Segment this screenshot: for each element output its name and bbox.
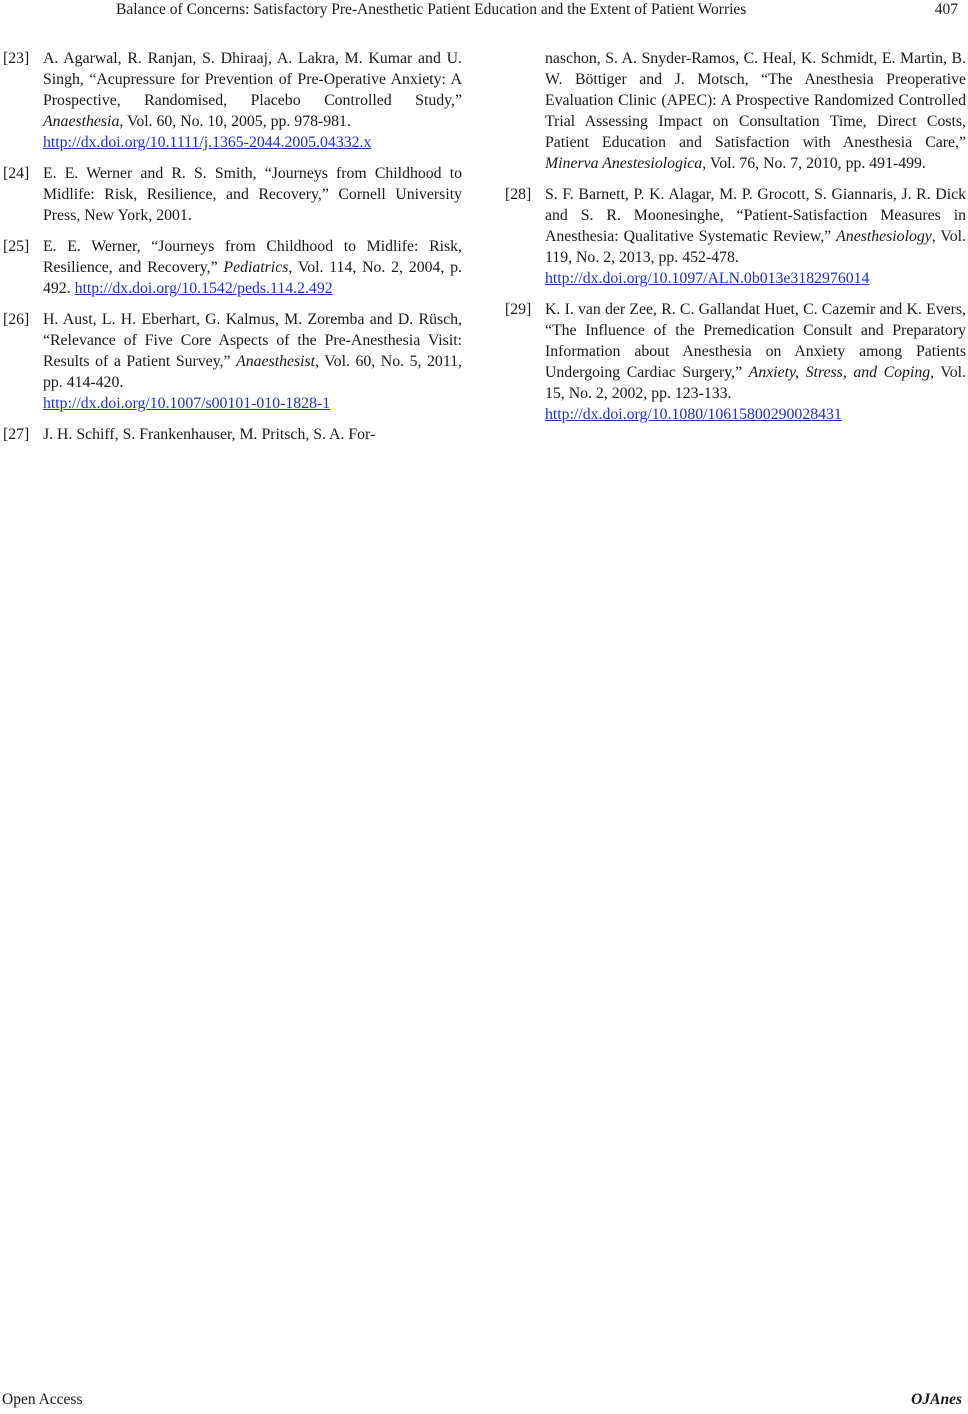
reference-number: [24] [3,165,30,182]
journal-title: Anxiety, Stress, and Coping [748,364,931,381]
reference-text: H. Aust, L. H. Eberhart, G. Kalmus, M. Zoremba and D. Rüsch, “Relevance of Five Core Aspects of the Pre-Anesthesia Visit: Results of a Patient Survey,” Anaesthesist, Vol. 60, No. 5, 2011, pp. 414-420. [43,311,462,391]
journal-title: Anaesthesia [43,113,120,130]
reference-number: [25] [3,238,30,255]
journal-title: Anaesthesist [236,353,316,370]
reference-number: [29] [505,301,532,318]
reference-number: [28] [505,186,532,203]
page-footer [0,1390,968,1414]
reference-number: [23] [3,50,30,67]
journal-title: Pediatrics [223,259,289,276]
reference-27-continued [502,48,966,174]
reference-text: A. Agarwal, R. Ranjan, S. Dhiraaj, A. Lakra, M. Kumar and U. Singh, “Acupressure for Prevention of Pre-Operative Anxiety: A Prospective, Randomised, Placebo Controlled Study,” Anaesthesia, Vol. 60, No. 10, 2005, pp. 978-981. [43,50,462,130]
page-number: 407 [934,1,958,18]
running-title: Balance of Concerns: Satisfactory Pre-Anesthetic Patient Education and the Extent of Patient Worries [116,1,747,18]
running-header [0,0,968,22]
doi-link[interactable]: http://dx.doi.org/10.1007/s00101-010-1828-1 [43,395,331,412]
reference-number: [27] [3,426,30,443]
reference-text: E. E. Werner, “Journeys from Childhood to Midlife: Risk, Resilience, and Recovery,” Pediatrics, Vol. 114, No. 2, 2004, p. 492. http://dx.doi.org/10.1542/peds.114.2.492 [43,238,462,297]
reference-25 [0,236,462,299]
reference-text: K. I. van der Zee, R. C. Gallandat Huet, C. Cazemir and K. Evers, “The Influence of the Premedication Consult and Preparatory Information about Anesthesia on Anxiety among Patients Undergoing Cardiac Surgery,” Anxiety, Stress, and Coping, Vol. 15, No. 2, 2002, pp. 123-133. [545,301,966,402]
reference-number: [26] [3,311,30,328]
reference-column-right [502,48,966,435]
reference-column-left [0,48,462,455]
reference-24 [0,163,462,226]
doi-link[interactable]: http://dx.doi.org/10.1097/ALN.0b013e3182976014 [545,270,870,287]
reference-28 [502,184,966,289]
reference-text: naschon, S. A. Snyder-Ramos, C. Heal, K. Schmidt, E. Martin, B. W. Böttiger and J. Motsch, “The Anesthesia Preoperative Evaluation Clinic (APEC): A Prospective Randomized Controlled Trial Assessing Impact on Consultation Time, Direct Costs, Patient Education and Satisfaction with Anesthesia Care,” Minerva Anestesiologica, Vol. 76, No. 7, 2010, pp. 491-499. [545,50,966,172]
reference-23 [0,48,462,153]
reference-text: S. F. Barnett, P. K. Alagar, M. P. Grocott, S. Giannaris, J. R. Dick and S. R. Moonesinghe, “Patient-Satisfaction Measures in Anesthesia: Qualitative Systematic Review,” Anesthesiology, Vol. 119, No. 2, 2013, pp. 452-478. [545,186,966,266]
doi-link[interactable]: http://dx.doi.org/10.1111/j.1365-2044.2005.04332.x [43,134,372,151]
journal-abbreviation: OJAnes [911,1391,962,1408]
doi-link[interactable]: http://dx.doi.org/10.1080/10615800290028431 [545,406,842,423]
doi-link[interactable]: http://dx.doi.org/10.1542/peds.114.2.492 [74,280,333,297]
journal-title: Minerva Anestesiologica [545,155,703,172]
reference-27 [0,424,462,445]
reference-text: E. E. Werner and R. S. Smith, “Journeys from Childhood to Midlife: Risk, Resilience, and Recovery,” Cornell University Press, New York, 2001. [43,165,462,224]
reference-text: J. H. Schiff, S. Frankenhauser, M. Pritsch, S. A. For- [43,426,376,443]
journal-title: Anesthesiology [836,228,932,245]
reference-29 [502,299,966,425]
open-access-label: Open Access [2,1391,83,1408]
reference-26 [0,309,462,414]
